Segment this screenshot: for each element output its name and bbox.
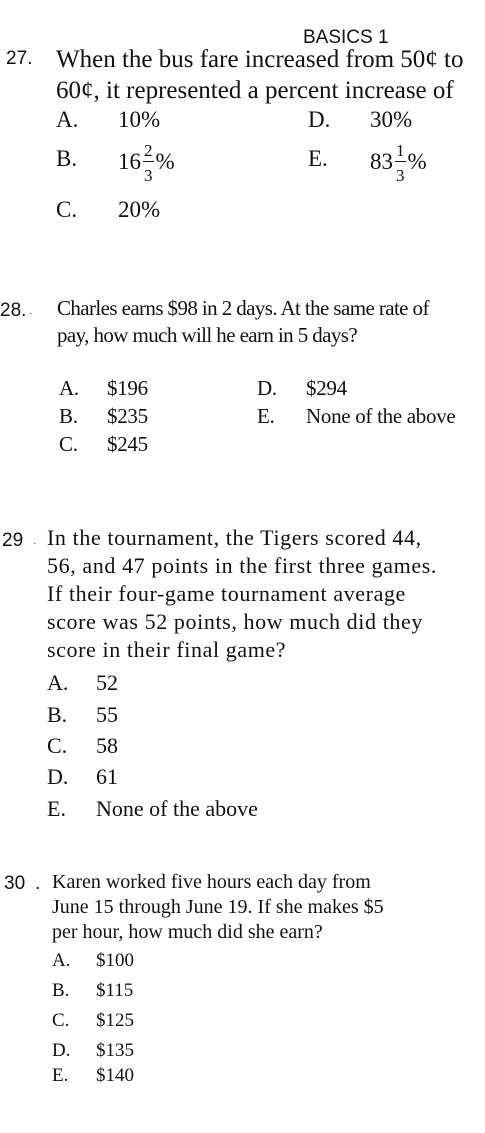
q28-option-d-text[interactable]: $294 xyxy=(306,376,347,400)
q27-option-e-letter[interactable]: E. xyxy=(308,146,328,171)
q28-option-c-text[interactable]: $245 xyxy=(107,432,148,456)
q29-option-e-text[interactable]: None of the above xyxy=(96,796,258,821)
question-30-line: June 15 through June 19. If she makes $5 xyxy=(52,896,384,918)
q30-option-e-text[interactable]: $140 xyxy=(96,1065,134,1086)
q29-option-c-text[interactable]: 58 xyxy=(96,733,118,758)
q30-option-e-letter[interactable]: E. xyxy=(52,1065,69,1086)
q27-option-a-letter[interactable]: A. xyxy=(56,107,79,132)
q27-option-d-text[interactable]: 30% xyxy=(370,107,413,132)
q30-option-b-text[interactable]: $115 xyxy=(96,980,134,1001)
q27-option-c-text[interactable]: 20% xyxy=(118,197,161,222)
q30-option-d-text[interactable]: $135 xyxy=(96,1040,134,1061)
q30-option-c-text[interactable]: $125 xyxy=(96,1010,134,1031)
q29-option-c-letter[interactable]: C. xyxy=(47,733,68,758)
question-28-line: Charles earns $98 in 2 days. At the same rate of xyxy=(57,296,429,320)
q27-option-b-value[interactable] xyxy=(118,141,175,186)
question-29-line: score was 52 points, how much did they xyxy=(47,609,423,634)
question-27-line: 60¢, it represented a percent increase of xyxy=(56,77,454,104)
q30-option-d-letter[interactable]: D. xyxy=(52,1040,71,1061)
question-29-number-text: 29 xyxy=(2,530,24,551)
q27-option-e-whole: 83 xyxy=(370,148,393,174)
q28-option-d-letter[interactable]: D. xyxy=(257,376,277,400)
q27-option-e-fraction xyxy=(395,141,406,186)
percent-sign: % xyxy=(155,148,175,174)
q29-option-a-letter[interactable]: A. xyxy=(47,670,69,695)
question-30-line: per hour, how much did she earn? xyxy=(52,921,323,943)
q27-option-b-fraction xyxy=(143,141,154,186)
q27-option-e-value[interactable] xyxy=(370,141,427,186)
q29-option-e-letter[interactable]: E. xyxy=(47,796,66,821)
scan-dot: . xyxy=(35,873,41,894)
q29-option-b-text[interactable]: 55 xyxy=(96,702,118,727)
q30-option-a-text[interactable]: $100 xyxy=(96,950,134,971)
percent-sign: % xyxy=(407,148,427,174)
scan-dot: · xyxy=(26,308,33,319)
q28-option-e-text[interactable]: None of the above xyxy=(306,404,456,428)
q30-option-a-letter[interactable]: A. xyxy=(52,950,71,971)
fraction-denominator: 3 xyxy=(144,166,153,185)
q28-option-b-text[interactable]: $235 xyxy=(107,404,148,428)
q28-option-b-letter[interactable]: B. xyxy=(59,404,78,428)
question-28-number xyxy=(0,300,33,322)
q29-option-a-text[interactable]: 52 xyxy=(96,670,118,695)
question-29-line: score in their final game? xyxy=(47,637,287,662)
question-27-number: 27. xyxy=(6,48,33,69)
q27-option-b-letter[interactable]: B. xyxy=(56,146,78,171)
question-27-line: When the bus fare increased from 50¢ to xyxy=(56,46,464,73)
fraction-numerator: 2 xyxy=(144,141,153,160)
q28-option-e-letter[interactable]: E. xyxy=(257,404,275,428)
q29-option-d-letter[interactable]: D. xyxy=(47,764,69,789)
scan-dot: · xyxy=(33,538,37,549)
question-30-text xyxy=(52,870,384,945)
q27-option-b-whole: 16 xyxy=(118,148,141,174)
page-header: BASICS 1 xyxy=(303,27,389,48)
q27-option-d-letter[interactable]: D. xyxy=(308,107,331,132)
question-30-number xyxy=(4,873,40,895)
question-28-line: pay, how much will he earn in 5 days? xyxy=(57,323,358,347)
fraction-numerator: 1 xyxy=(396,141,405,160)
question-28-text xyxy=(57,295,429,349)
q30-option-b-letter[interactable]: B. xyxy=(52,980,70,1001)
q27-option-c-letter[interactable]: C. xyxy=(56,197,78,222)
q28-option-a-text[interactable]: $196 xyxy=(107,376,148,400)
question-29-line: In the tournament, the Tigers scored 44, xyxy=(47,525,422,550)
question-27-text xyxy=(56,44,463,106)
q28-option-c-letter[interactable]: C. xyxy=(59,432,78,456)
q29-option-d-text[interactable]: 61 xyxy=(96,764,118,789)
question-28-number-text: 28. xyxy=(0,300,27,321)
question-29-number xyxy=(2,530,36,552)
q27-option-a-text[interactable]: 10% xyxy=(118,107,161,132)
q30-option-c-letter[interactable]: C. xyxy=(52,1010,70,1031)
question-29-line: If their four-game tournament average xyxy=(47,581,406,606)
fraction-denominator: 3 xyxy=(396,166,405,185)
q28-option-a-letter[interactable]: A. xyxy=(59,376,79,400)
question-30-line: Karen worked five hours each day from xyxy=(52,871,371,893)
question-30-number-text: 30 xyxy=(4,873,26,894)
question-29-line: 56, and 47 points in the first three games. xyxy=(47,553,437,578)
q29-option-b-letter[interactable]: B. xyxy=(47,702,68,727)
question-29-text xyxy=(47,524,437,664)
